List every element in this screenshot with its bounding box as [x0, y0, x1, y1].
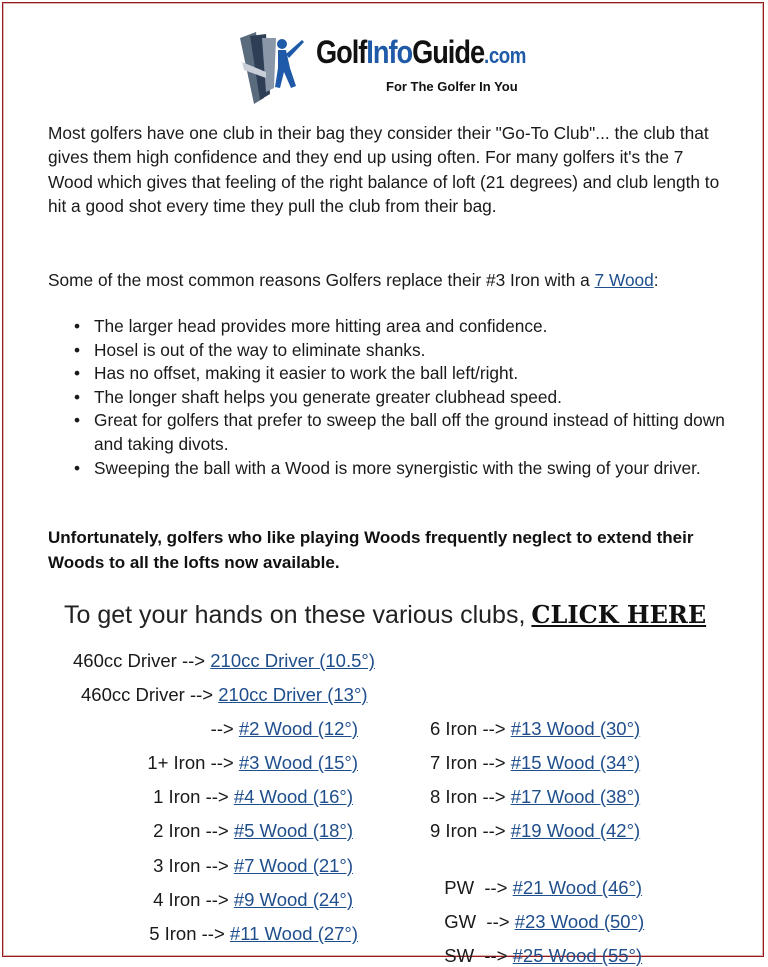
club-from: 7 Iron -->	[430, 752, 506, 773]
golfer-logo-icon	[236, 28, 314, 106]
intro-paragraph: Most golfers have one club in their bag they consider their "Go-To Club"... the club that gives them high confidence and they end up using often. For many golfers it's the 7 Wood which gives that feeling of the right balance of loft (21 degrees) and club length to hit a good shot every time they pull the club from their bag.	[48, 123, 720, 217]
driver-link[interactable]: 210cc Driver (13°)	[218, 684, 368, 705]
wood-link[interactable]: #15 Wood (34°)	[510, 752, 641, 773]
list-item: • The larger head provides more hitting area and confidence.	[48, 315, 728, 339]
brand-com: .com	[484, 43, 527, 68]
list-item: • Hosel is out of the way to eliminate shanks.	[48, 339, 728, 363]
list-item: • Sweeping the ball with a Wood is more synergistic with the swing of your driver.	[48, 457, 728, 481]
brand-golf: Golf	[316, 34, 367, 70]
club-from: 8 Iron -->	[430, 786, 506, 807]
club-row	[211, 718, 358, 740]
list-item: • Has no offset, making it easier to work the ball left/right.	[48, 362, 728, 386]
driver-row	[81, 684, 368, 706]
wood-link[interactable]: #25 Wood (55°)	[512, 945, 643, 966]
driver-from: 460cc Driver -->	[73, 650, 206, 671]
wood-link[interactable]: #4 Wood (16°)	[233, 786, 353, 807]
wood-link[interactable]: #21 Wood (46°)	[512, 877, 643, 898]
club-from: GW -->	[444, 911, 510, 932]
wood-link[interactable]: #7 Wood (21°)	[233, 855, 353, 876]
wood-link[interactable]: #17 Wood (38°)	[510, 786, 641, 807]
wood-link[interactable]: #3 Wood (15°)	[238, 752, 358, 773]
reasons-intro-text: Some of the most common reasons Golfers replace their #3 Iron with a	[48, 270, 595, 290]
club-row	[430, 786, 640, 808]
click-here-link[interactable]: CLICK HERE	[531, 600, 707, 629]
club-row	[430, 820, 640, 842]
club-row	[153, 820, 353, 842]
wood-link[interactable]: #5 Wood (18°)	[233, 820, 353, 841]
club-row	[434, 923, 642, 967]
club-from: 9 Iron -->	[430, 820, 506, 841]
reasons-intro	[48, 268, 728, 292]
tagline: For The Golfer In You	[386, 79, 518, 94]
club-row	[430, 752, 640, 774]
wood-link[interactable]: #13 Wood (30°)	[510, 718, 641, 739]
club-from: 3 Iron -->	[153, 855, 229, 876]
club-from: SW -->	[444, 945, 508, 966]
club-from: 1 Iron -->	[153, 786, 229, 807]
seven-wood-link[interactable]: 7 Wood	[594, 270, 654, 290]
wood-link[interactable]: #9 Wood (24°)	[233, 889, 353, 910]
wood-link[interactable]: #2 Wood (12°)	[238, 718, 358, 739]
list-item: • Great for golfers that prefer to sweep the ball off the ground instead of hitting down and taking divots.	[48, 409, 728, 456]
club-row	[430, 718, 640, 740]
club-row	[153, 855, 353, 877]
wood-link[interactable]: #23 Wood (50°)	[514, 911, 645, 932]
club-row	[147, 752, 358, 774]
club-row	[153, 889, 353, 911]
club-from: 6 Iron -->	[430, 718, 506, 739]
club-from: 5 Iron -->	[149, 923, 225, 944]
site-logo[interactable]	[236, 28, 556, 108]
wood-link[interactable]: #11 Wood (27°)	[229, 923, 358, 944]
cta-text: To get your hands on these various clubs,	[64, 601, 526, 629]
brand-wordmark	[316, 34, 526, 71]
club-from: -->	[210, 718, 234, 739]
driver-from: 460cc Driver -->	[81, 684, 214, 705]
club-from: 4 Iron -->	[153, 889, 229, 910]
club-row	[149, 923, 358, 945]
brand-guide: Guide	[412, 34, 485, 70]
wood-link[interactable]: #19 Wood (42°)	[510, 820, 641, 841]
driver-row	[73, 650, 375, 672]
reasons-intro-colon: :	[653, 270, 659, 290]
club-from: PW -->	[444, 877, 508, 898]
club-row	[153, 786, 353, 808]
call-to-action	[64, 600, 706, 630]
club-from: 1+ Iron -->	[147, 752, 234, 773]
reasons-list	[48, 315, 728, 480]
warning-paragraph: Unfortunately, golfers who like playing Woods frequently neglect to extend their Woods to all the lofts now available.	[48, 528, 694, 572]
club-from: 2 Iron -->	[153, 820, 229, 841]
list-item: • The longer shaft helps you generate greater clubhead speed.	[48, 386, 728, 410]
brand-info: Info	[366, 34, 413, 70]
driver-link[interactable]: 210cc Driver (10.5°)	[210, 650, 375, 671]
